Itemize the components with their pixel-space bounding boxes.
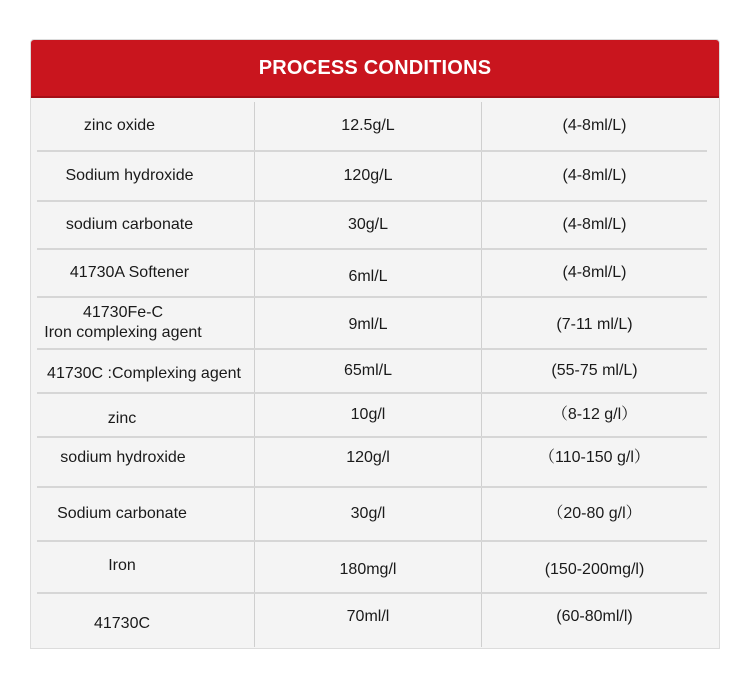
process-conditions-card [30,39,720,649]
table-cell-range: （20-80 g/l） [547,505,642,522]
table-cell-value: 120g/l [346,449,390,466]
table-cell-value: 70ml/l [346,608,390,625]
table-cell-name: 41730A Softener [69,264,190,281]
table-cell-name: Sodium carbonate [57,505,187,522]
table-cell-range: （8-12 g/l） [551,406,638,423]
table-cell-value: 65ml/L [343,362,393,379]
table-cell-name: zinc [107,410,137,427]
table-cell-range: (60-80ml/l) [556,608,633,625]
table-cell-name: 41730C [93,615,151,632]
table-cell-value: 6ml/L [348,268,388,285]
table-cell-range: （110-150 g/l） [539,449,650,466]
table-cell-value: 120g/L [343,167,393,184]
conditions-table [37,102,707,647]
table-header [31,40,719,98]
table-cell-range: (4-8ml/L) [562,264,627,281]
table-cell-range: (4-8ml/L) [562,117,627,134]
table-cell-value: 9ml/L [348,316,388,333]
table-cell-value: 180mg/l [339,561,397,578]
table-cell-name: 41730C :Complexing agent [47,365,241,382]
table-cell-name: sodium carbonate [65,216,194,233]
table-cell-value: 30g/l [350,505,386,522]
table-cell-value: 12.5g/L [341,117,395,134]
table-cell-value: 30g/L [347,216,389,233]
table-cell-range: (7-11 ml/L) [556,316,633,333]
table-cell-name: Sodium hydroxide [65,167,194,184]
page-title: PROCESS CONDITIONS [258,56,492,79]
table-cell-value: 10g/l [350,406,386,423]
table-cell-range: (150-200mg/l) [544,561,645,578]
table-cell-range: (55-75 ml/L) [551,362,638,379]
table-cell-name: 41730Fe-C Iron complexing agent [44,304,202,341]
table-cell-range: (4-8ml/L) [562,167,627,184]
table-cell-name: Iron [108,557,136,574]
table-cell-name: sodium hydroxide [60,449,186,466]
table-cell-name: zinc oxide [83,117,156,134]
table-cell-range: (4-8ml/L) [562,216,627,233]
